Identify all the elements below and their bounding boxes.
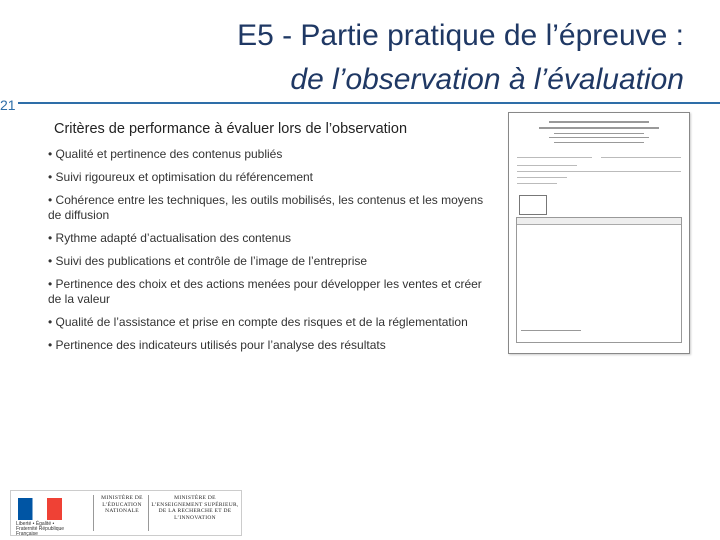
criteria-list <box>48 147 493 361</box>
republic-caption: Liberté • Égalité • Fraternité République Française <box>16 521 65 537</box>
slide-title <box>124 14 684 102</box>
title-line-2: de l’observation à l’évaluation <box>290 63 684 96</box>
title-line-1: E5 - Partie pratique de l’épreuve : <box>237 19 684 52</box>
logo-divider <box>148 495 149 531</box>
form-box <box>519 195 547 215</box>
criteria-item: • Suivi des publications et contrôle de l’image de l’entreprise <box>48 254 368 268</box>
criteria-item: • Qualité et pertinence des contenus publiés <box>48 147 283 161</box>
criteria-item: • Suivi rigoureux et optimisation du référencement <box>48 170 314 184</box>
french-flag-icon <box>18 498 62 520</box>
marianne-logo <box>14 494 66 537</box>
form-grid <box>516 217 682 343</box>
ministry-logo <box>10 490 242 536</box>
criteria-item: • Cohérence entre les techniques, les outils mobilisés, les contenus et les moyens de diffusion <box>48 193 484 222</box>
criteria-item: • Qualité de l’assistance et prise en compte des risques et de la réglementation <box>48 315 468 329</box>
criteria-item: • Pertinence des choix et des actions menées pour développer les ventes et créer de la valeur <box>48 277 482 306</box>
section-heading: Critères de performance à évaluer lors de l’observation <box>54 121 408 137</box>
logo-divider <box>93 495 94 531</box>
ministry-education-label: MINISTÈRE DE L’ÉDUCATION NATIONALE <box>101 495 143 514</box>
page-number: 21 <box>0 97 16 113</box>
title-divider <box>0 102 720 104</box>
criteria-item: • Rythme adapté d’actualisation des contenus <box>48 231 292 245</box>
evaluation-form-thumbnail <box>508 112 690 354</box>
criteria-item: • Pertinence des indicateurs utilisés pour l’analyse des résultats <box>48 338 386 352</box>
ministry-higher-education-label: MINISTÈRE DE L’ENSEIGNEMENT SUPÉRIEUR, DE LA RECHERCHE ET DE L’INNOVATION <box>151 495 239 521</box>
